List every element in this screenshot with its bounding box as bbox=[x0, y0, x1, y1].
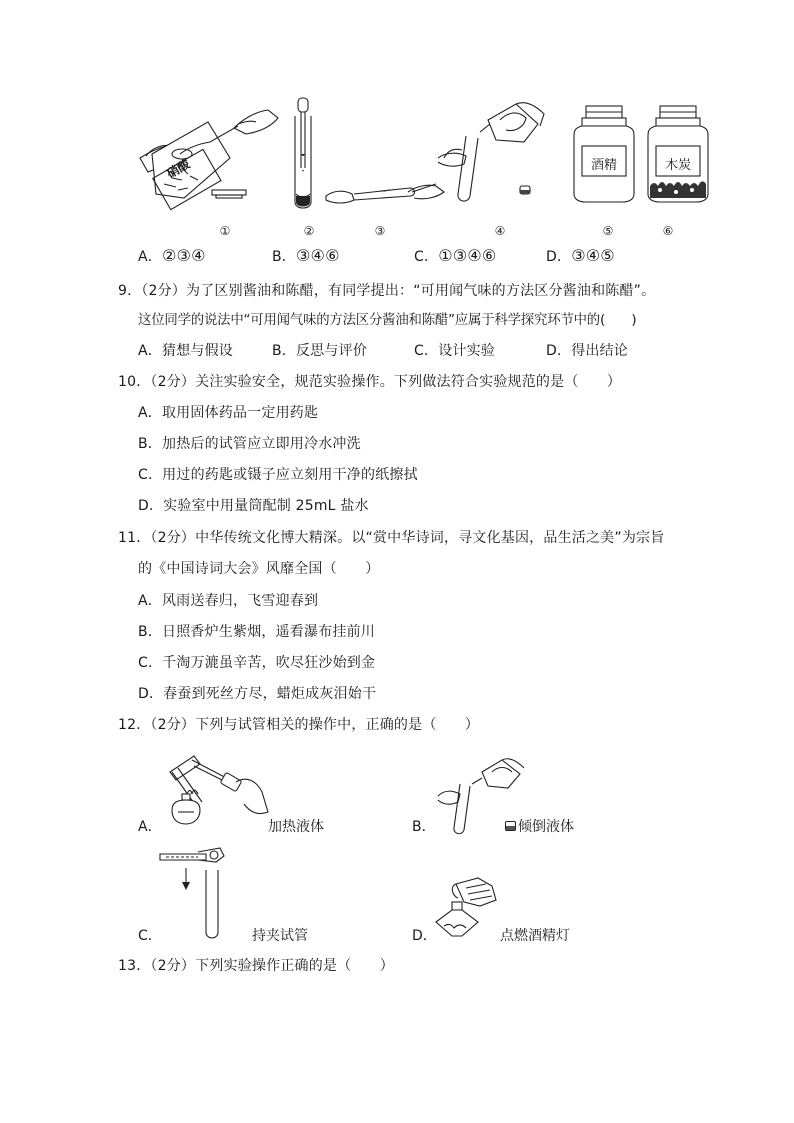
option-letter: C． bbox=[414, 249, 439, 265]
q9-option-d bbox=[546, 341, 628, 361]
jar-label-alcohol: 酒精 bbox=[590, 158, 617, 173]
option-letter: C． bbox=[414, 343, 439, 359]
q11-stem: 11．（2分）中华传统文化博大精深。以“赏中华诗词，寻文化基因，品生活之美”为宗旨 bbox=[118, 530, 665, 546]
q10-option-c: C．用过的药匙或镊子应立刻用干净的纸擦拭 bbox=[138, 467, 418, 483]
option-text: 猜想与假设 bbox=[161, 343, 233, 359]
q11-option-b: B．日照香炉生紫烟，遥看瀑布挂前川 bbox=[138, 624, 376, 640]
q12-a-heating-illustration bbox=[158, 752, 270, 832]
figure-1-solid-reagent-illustration bbox=[138, 98, 278, 213]
option-letter: D． bbox=[546, 343, 572, 359]
q10-option-d: D．实验室中用量筒配制 25mL 盐水 bbox=[138, 498, 369, 514]
figure-caption-3: ③ bbox=[374, 224, 386, 238]
figure-caption-5: ⑤ bbox=[602, 224, 614, 238]
q12-option-c-caption: 持夹试管 bbox=[252, 928, 308, 944]
q9-stem-continued: 这位同学的说法中“可用闻气味的方法区分酱油和陈醋”应属于科学探究环节中的( ) bbox=[138, 313, 637, 328]
figure-caption-4: ④ bbox=[494, 224, 506, 238]
option-text: ②③④ bbox=[161, 246, 206, 265]
option-letter: B． bbox=[272, 343, 297, 359]
q12-option-c-letter: C． bbox=[138, 928, 162, 944]
q8-option-b bbox=[272, 246, 340, 267]
q12-option-d-letter: D． bbox=[412, 928, 437, 944]
q13-stem: 13．（2分）下列实验操作正确的是（ ） bbox=[118, 958, 394, 974]
option-text: ③④⑥ bbox=[296, 246, 340, 265]
q9-stem: 9．（2分）为了区别酱油和陈醋，有同学提出：“可用闻气味的方法区分酱油和陈醋”。 bbox=[118, 283, 656, 299]
q12-option-a-letter: A． bbox=[138, 819, 162, 835]
figure-2-dropper-illustration bbox=[292, 96, 318, 211]
q10-stem: 10．（2分）关注实验安全，规范实验操作。下列做法符合实验规范的是（ ） bbox=[118, 374, 622, 390]
q8-option-a bbox=[138, 246, 206, 267]
figure-caption-6: ⑥ bbox=[662, 224, 674, 238]
jar-label-charcoal: 木炭 bbox=[664, 158, 691, 173]
q9-option-a bbox=[138, 341, 233, 361]
q10-option-b: B．加热后的试管应立即用冷水冲洗 bbox=[138, 436, 361, 452]
q9-option-c bbox=[414, 341, 495, 361]
option-text: ③④⑤ bbox=[571, 246, 615, 265]
q12-option-b-caption: 倾倒液体 bbox=[518, 819, 574, 835]
q12-option-a-caption: 加热液体 bbox=[268, 819, 324, 835]
q11-option-d: D．春蚕到死丝方尽，蜡炬成灰泪始干 bbox=[138, 686, 377, 702]
option-letter: A． bbox=[138, 343, 162, 359]
option-text: 反思与评价 bbox=[296, 343, 368, 359]
q12-option-d-caption: 点燃酒精灯 bbox=[500, 928, 570, 944]
q12-stem: 12．（2分）下列与试管相关的操作中，正确的是（ ） bbox=[118, 717, 480, 733]
stopper-icon bbox=[505, 821, 516, 831]
option-letter: A． bbox=[138, 249, 162, 265]
q11-stem-continued: 的《中国诗词大会》风靡全国（ ） bbox=[138, 561, 380, 577]
q11-option-a: A．风雨送春归，飞雪迎春到 bbox=[138, 593, 319, 609]
q12-c-clamp-illustration bbox=[158, 848, 238, 940]
option-text: 设计实验 bbox=[438, 343, 495, 359]
option-letter: B． bbox=[272, 249, 297, 265]
option-letter: D． bbox=[546, 249, 572, 265]
q11-option-c: C．千淘万漉虽辛苦，吹尽狂沙始到金 bbox=[138, 655, 376, 671]
q8-option-c bbox=[414, 246, 496, 267]
q10-option-a: A．取用固体药品一定用药匙 bbox=[138, 405, 319, 421]
q12-option-b-letter: B． bbox=[412, 819, 436, 835]
figure-4-pouring-illustration bbox=[436, 98, 548, 210]
bottle-label: 硝酸 bbox=[164, 156, 193, 181]
q8-option-d bbox=[546, 246, 615, 267]
figure-3-horizontal-tube-illustration bbox=[324, 178, 446, 208]
figure-caption-1: ① bbox=[219, 224, 231, 238]
option-text: 得出结论 bbox=[571, 343, 628, 359]
q12-d-alcohol-lamp-illustration bbox=[430, 876, 502, 940]
q9-option-b bbox=[272, 341, 367, 361]
figure-caption-2: ② bbox=[303, 224, 315, 238]
option-text: ①③④⑥ bbox=[438, 246, 497, 265]
